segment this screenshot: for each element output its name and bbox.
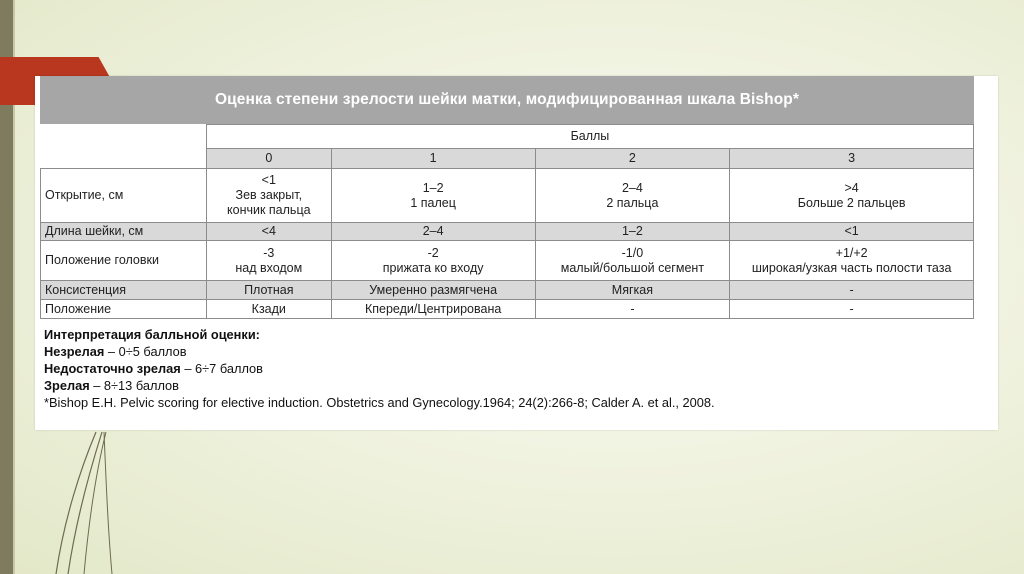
cell-line: 1 палец: [410, 195, 456, 210]
table-cell: 1–2: [535, 223, 730, 241]
cell-line: -3: [263, 245, 275, 260]
row-label: Положение головки: [41, 241, 207, 281]
interpretation-item: [44, 377, 263, 394]
table-cell: [730, 241, 974, 281]
row-position: [41, 300, 974, 319]
cell-line: <1: [261, 173, 276, 187]
table-cell: [331, 169, 535, 223]
score-col-3: 3: [730, 149, 974, 169]
table-cell: Плотная: [206, 281, 331, 300]
score-col-0: 0: [206, 149, 331, 169]
cell-line: малый/большой сегмент: [560, 260, 705, 275]
row-label: Положение: [41, 300, 207, 319]
table-cell: -: [730, 281, 974, 300]
table-cell: [535, 169, 730, 223]
cell-line: >4: [844, 180, 859, 195]
score-col-2: 2: [535, 149, 730, 169]
group-header-cell: Баллы: [206, 125, 973, 149]
table-title: Оценка степени зрелости шейки матки, модифицированная шкала Bishop*: [40, 76, 974, 124]
table-cell: Кпереди/Центрирована: [331, 300, 535, 319]
table-cell: Кзади: [206, 300, 331, 319]
cell-line: прижата ко входу: [382, 260, 484, 275]
citation: *Bishop E.H. Pelvic scoring for elective induction. Obstetrics and Gynecology.1964; 24(2):266-8; Calder A. et al., 2008.: [44, 395, 715, 410]
table-cell: [331, 241, 535, 281]
cell-line: +1/+2: [835, 245, 868, 260]
table-cell: [206, 241, 331, 281]
table-cell: 2–4: [331, 223, 535, 241]
cell-line: широкая/узкая часть полости таза: [751, 260, 952, 275]
interpretation-term: Зрелая: [44, 378, 90, 393]
interpretation-term: Незрелая: [44, 344, 105, 359]
table-cell: [535, 241, 730, 281]
cell-line: кончик пальца: [227, 203, 311, 217]
table-cell: -: [535, 300, 730, 319]
interpretation-value: – 0÷5 баллов: [104, 344, 187, 359]
interpretation-term: Недостаточно зрелая: [44, 361, 181, 376]
table-cell: <4: [206, 223, 331, 241]
cell-line: -2: [427, 245, 439, 260]
interpretation-value: – 6÷7 баллов: [180, 361, 263, 376]
score-col-1: 1: [331, 149, 535, 169]
cell-line: 1–2: [422, 180, 444, 195]
interpretation-item: [44, 360, 263, 377]
table-cell: Умеренно размягчена: [331, 281, 535, 300]
cell-line: 2–4: [621, 180, 643, 195]
interpretation-item: [44, 343, 263, 360]
table-cell: Мягкая: [535, 281, 730, 300]
interpretation-heading: Интерпретация балльной оценки:: [44, 327, 260, 342]
cell-line: 2 пальца: [606, 195, 659, 210]
row-label: Открытие, см: [41, 169, 207, 223]
table-cell: [730, 169, 974, 223]
row-label: Длина шейки, см: [41, 223, 207, 241]
row-cervix-length: [41, 223, 974, 241]
table-cell: [206, 169, 331, 223]
cell-line: над входом: [235, 260, 303, 275]
table-cell: -: [730, 300, 974, 319]
cell-line: Зев закрыт,: [235, 188, 303, 202]
cell-line: -1/0: [621, 245, 644, 260]
interpretation-value: – 8÷13 баллов: [89, 378, 179, 393]
interpretation-block: [44, 326, 263, 394]
row-label: Консистенция: [41, 281, 207, 300]
row-head-station: [41, 241, 974, 281]
bishop-score-table: [40, 124, 974, 319]
bishop-scale-card: [35, 76, 998, 430]
row-dilation: [41, 169, 974, 223]
row-consistency: [41, 281, 974, 300]
table-corner-cell: [41, 125, 207, 169]
table-cell: <1: [730, 223, 974, 241]
cell-line: Больше 2 пальцев: [797, 195, 906, 210]
